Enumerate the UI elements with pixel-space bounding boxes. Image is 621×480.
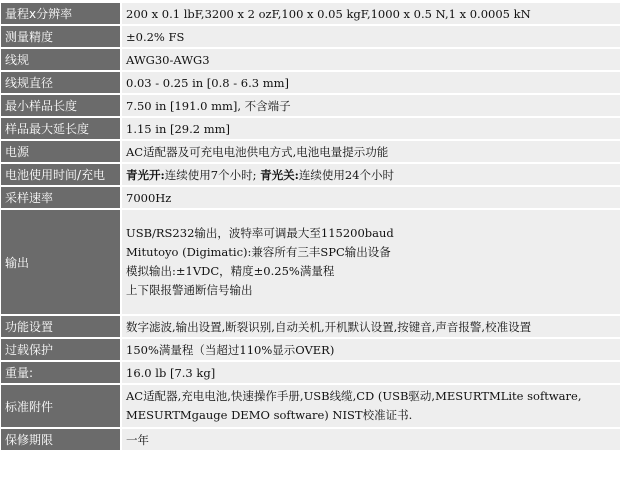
- row-value-wire-gauge: AWG30-AWG3: [122, 49, 620, 70]
- row-label-accessories: 标准附件: [1, 385, 122, 427]
- row-value-accuracy: ±0.2% FS: [122, 26, 620, 47]
- row-value-min-sample-length: 7.50 in [191.0 mm], 不含端子: [122, 95, 620, 116]
- row-label-max-elongation: 样品最大延长度: [1, 118, 122, 139]
- table-row: [1, 385, 620, 427]
- row-label-range-resolution: 量程x分辨率: [1, 3, 122, 24]
- table-row: [1, 362, 620, 383]
- table-row: [1, 210, 620, 314]
- row-value-battery-life: [122, 164, 620, 185]
- row-label-overload: 过载保护: [1, 339, 122, 360]
- row-value-sampling-rate: 7000Hz: [122, 187, 620, 208]
- row-label-battery-life: 电池使用时间/充电: [1, 164, 122, 185]
- row-label-accuracy: 测量精度: [1, 26, 122, 47]
- backlight-on-duration: 连续使用7个小时;: [164, 167, 257, 182]
- row-value-power: AC适配器及可充电电池供电方式,电池电量提示功能: [122, 141, 620, 162]
- table-row: [1, 187, 620, 208]
- backlight-off-duration: 连续使用24个小时: [298, 167, 394, 182]
- table-row: [1, 49, 620, 70]
- row-value-output: [122, 210, 620, 314]
- row-label-wire-gauge: 线规: [1, 49, 122, 70]
- table-row: [1, 3, 620, 24]
- table-row: [1, 141, 620, 162]
- table-row: [1, 72, 620, 93]
- output-line-usb: USB/RS232输出，波特率可调最大至115200baud: [126, 226, 394, 240]
- row-value-overload: 150%满量程（当超过110%显示OVER): [122, 339, 620, 360]
- row-label-wire-diameter: 线规直径: [1, 72, 122, 93]
- output-line-analog: 模拟输出:±1VDC，精度±0.25%满量程: [126, 264, 335, 278]
- row-value-warranty: 一年: [122, 429, 620, 450]
- table-row: [1, 164, 620, 185]
- row-label-power: 电源: [1, 141, 122, 162]
- row-value-weight: 16.0 lb [7.3 kg]: [122, 362, 620, 383]
- table-row: [1, 429, 620, 450]
- row-value-functions: 数字滤波,输出设置,断裂识别,自动关机,开机默认设置,按键音,声音报警,校准设置: [122, 316, 620, 337]
- table-row: [1, 95, 620, 116]
- output-line-mitutoyo: Mitutoyo (Digimatic):兼容所有三丰SPC输出设备: [126, 245, 391, 259]
- specification-table: [1, 1, 620, 452]
- table-row: [1, 26, 620, 47]
- table-row: [1, 118, 620, 139]
- backlight-on-label: 青光开:: [126, 167, 165, 182]
- row-label-weight: 重量:: [1, 362, 122, 383]
- backlight-off-label: 青光关:: [260, 167, 299, 182]
- output-line-alarm: 上下限报警通断信号输出: [126, 283, 253, 297]
- accessories-line-1: AC适配器,充电电池,快速操作手册,USB线缆,CD (USB驱动,MESURTMLite software,: [126, 389, 582, 403]
- row-value-wire-diameter: 0.03 - 0.25 in [0.8 - 6.3 mm]: [122, 72, 620, 93]
- table-row: [1, 316, 620, 337]
- accessories-line-2: MESURTMgauge DEMO software) NIST校准证书.: [126, 408, 413, 422]
- row-label-warranty: 保修期限: [1, 429, 122, 450]
- table-row: [1, 339, 620, 360]
- row-value-accessories: [122, 385, 620, 427]
- row-label-output: 输出: [1, 210, 122, 314]
- row-label-functions: 功能设置: [1, 316, 122, 337]
- row-value-range-resolution: 200 x 0.1 lbF,3200 x 2 ozF,100 x 0.05 kgF,1000 x 0.5 N,1 x 0.0005 kN: [122, 3, 620, 24]
- row-label-min-sample-length: 最小样品长度: [1, 95, 122, 116]
- row-label-sampling-rate: 采样速率: [1, 187, 122, 208]
- row-value-max-elongation: 1.15 in [29.2 mm]: [122, 118, 620, 139]
